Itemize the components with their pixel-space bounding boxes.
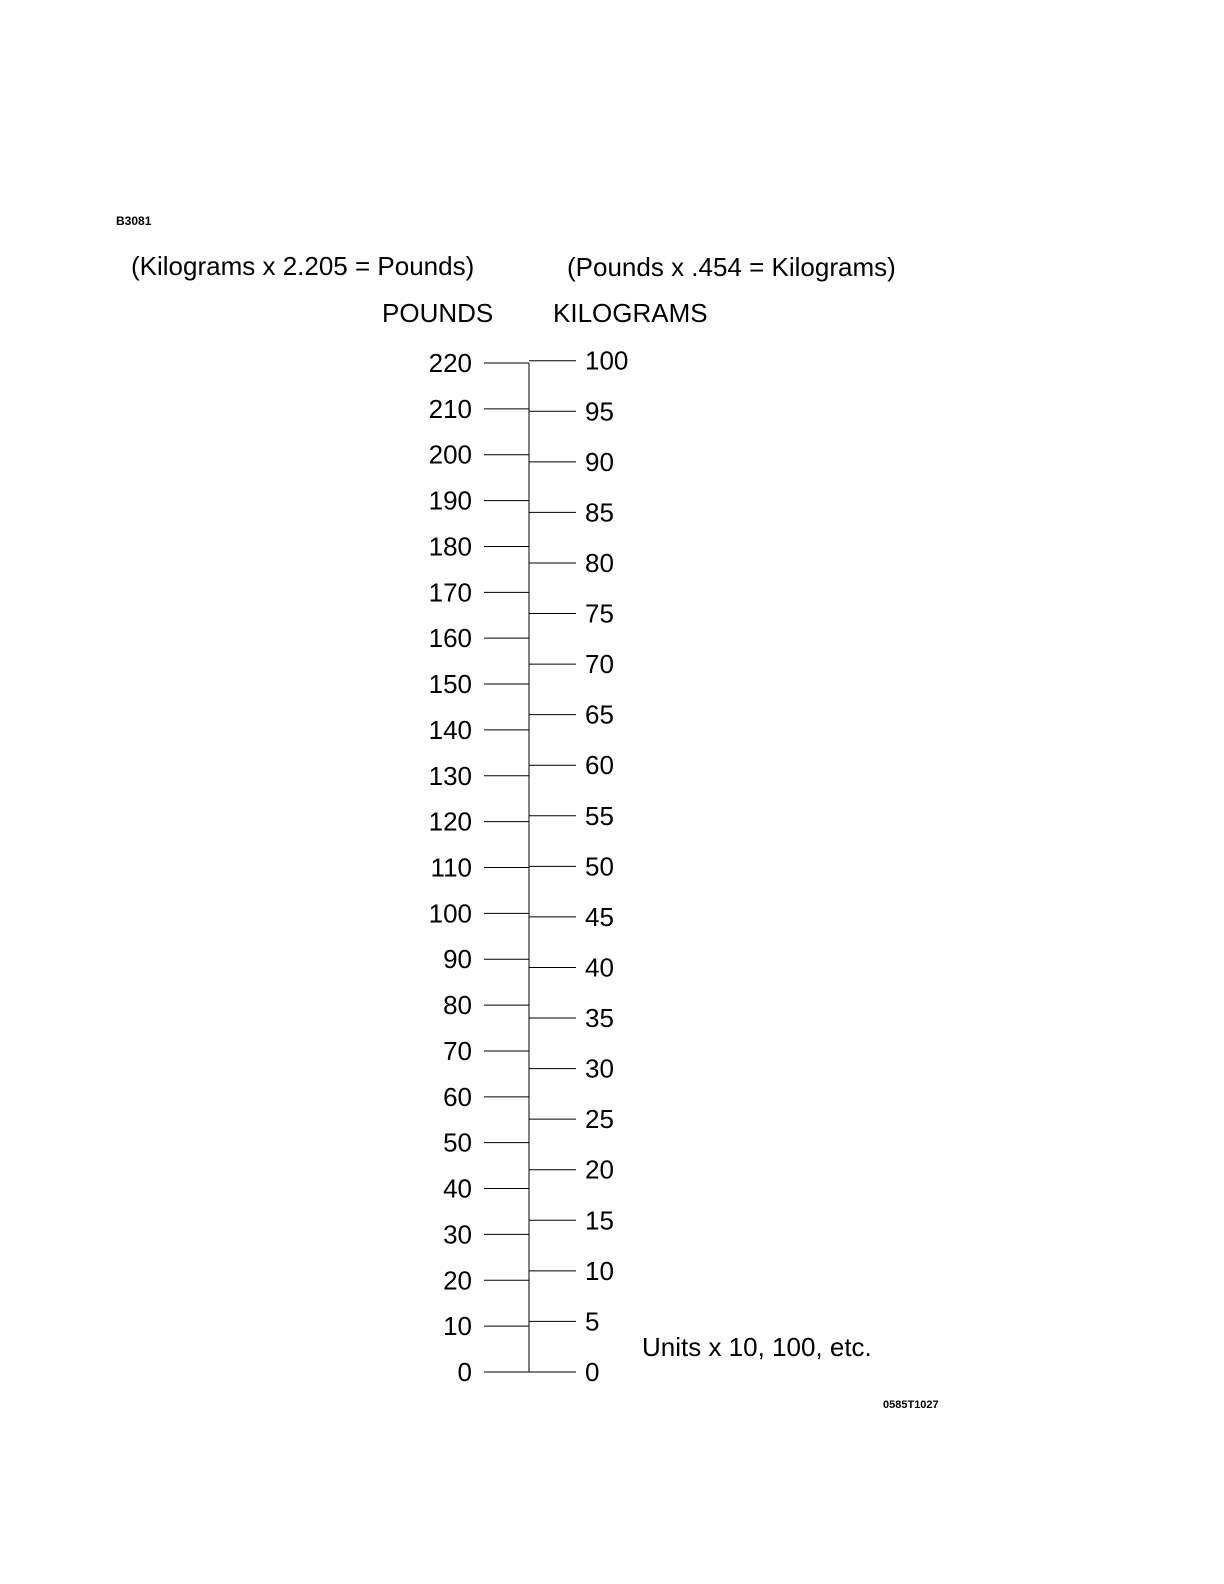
kilograms-label: 95: [585, 396, 614, 427]
kilograms-label: 80: [585, 547, 614, 578]
pounds-label: 130: [428, 760, 472, 791]
pounds-label: 200: [428, 439, 472, 470]
kilograms-label: 25: [585, 1104, 614, 1135]
pounds-label: 40: [443, 1173, 472, 1204]
pounds-label: 120: [428, 806, 472, 837]
pounds-label: 60: [443, 1081, 472, 1112]
pounds-heading: POUNDS: [382, 298, 494, 328]
kilograms-heading: KILOGRAMS: [553, 298, 708, 328]
kilograms-label: 85: [585, 497, 614, 528]
kilograms-label: 5: [585, 1306, 600, 1337]
lb-to-kg-formula: (Pounds x .454 = Kilograms): [567, 252, 896, 282]
pounds-label: 110: [430, 852, 472, 883]
kilograms-label: 90: [585, 446, 614, 477]
pounds-label: 140: [428, 714, 472, 745]
kilograms-label: 45: [585, 901, 614, 932]
kilograms-label: 60: [585, 750, 614, 781]
pounds-label: 220: [428, 348, 472, 378]
pounds-label: 90: [443, 944, 472, 975]
document-code: B3081: [116, 214, 152, 228]
pounds-label: 70: [443, 1035, 472, 1066]
kilograms-label: 10: [585, 1255, 614, 1286]
figure-code: 0585T1027: [883, 1399, 939, 1411]
pounds-label: 210: [428, 393, 472, 424]
pounds-label: 100: [428, 898, 472, 929]
pounds-label: 150: [428, 669, 472, 700]
pounds-label: 170: [428, 577, 472, 608]
pounds-label: 80: [443, 990, 472, 1021]
pounds-label: 10: [443, 1311, 472, 1342]
kilograms-label: 55: [585, 800, 614, 831]
kilograms-label: 40: [585, 952, 614, 983]
kilograms-label: 35: [585, 1003, 614, 1034]
kilograms-label: 100: [585, 345, 629, 376]
pounds-scale: [429, 348, 529, 1387]
pounds-label: 190: [428, 485, 472, 516]
pounds-label: 180: [428, 531, 472, 562]
kilograms-label: 70: [585, 649, 614, 680]
kilograms-label: 30: [585, 1053, 614, 1084]
kg-to-lb-formula: (Kilograms x 2.205 = Pounds): [131, 251, 475, 281]
pounds-label: 50: [443, 1127, 472, 1158]
kilograms-label: 20: [585, 1154, 614, 1185]
kilograms-label: 65: [585, 699, 614, 730]
pounds-label: 0: [457, 1357, 472, 1387]
kilograms-label: 15: [585, 1205, 614, 1236]
pounds-label: 30: [443, 1219, 472, 1250]
kilograms-scale: [529, 346, 628, 1387]
kilograms-label: 75: [585, 598, 614, 629]
kilograms-label: 0: [585, 1357, 600, 1387]
pounds-label: 160: [428, 623, 472, 654]
kilograms-label: 50: [585, 851, 614, 882]
pounds-label: 20: [443, 1265, 472, 1296]
units-note: Units x 10, 100, etc.: [642, 1332, 872, 1362]
